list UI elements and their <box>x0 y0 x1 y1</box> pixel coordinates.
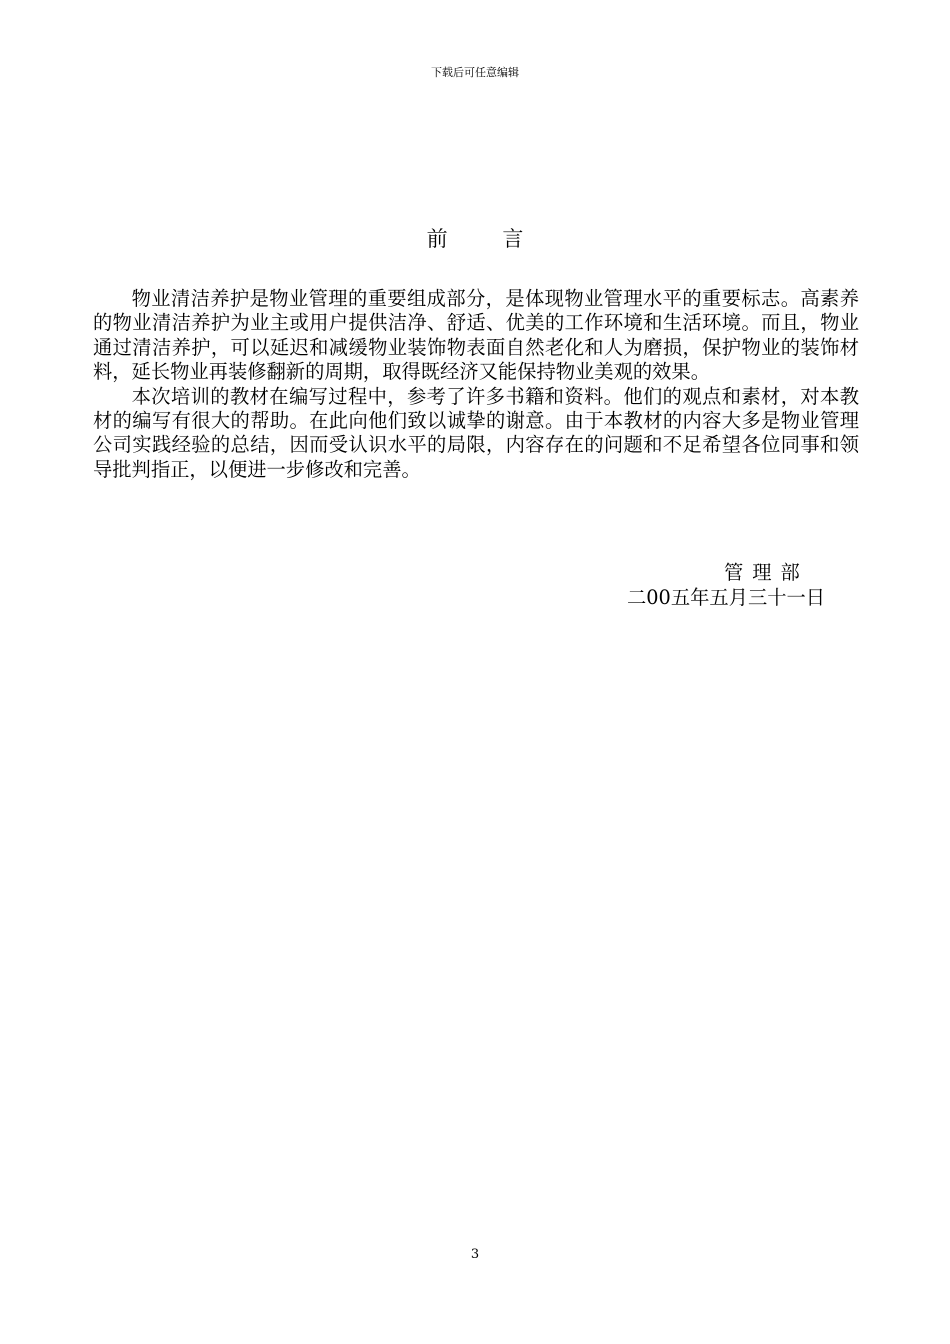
preface-paragraph-2: 本次培训的教材在编写过程中，参考了许多书籍和资料。他们的观点和素材，对本教材的编写有很大的帮助。在此向他们致以诚挚的谢意。由于本教材的内容大多是物业管理公司实践经验的总结，因而受认识水平的局限，内容存在的问题和不足希望各位同事和领导批判指正，以便进一步修改和完善。 <box>93 384 859 481</box>
page-title: 前 言 <box>426 227 548 251</box>
page-number: 3 <box>470 1247 480 1262</box>
header-note: 下载后可任意编辑 <box>431 66 519 79</box>
signature-department: 管理部 <box>724 561 809 584</box>
signature-date: 二00五年五月三十一日 <box>627 586 826 609</box>
preface-paragraph-1: 物业清洁养护是物业管理的重要组成部分，是体现物业管理水平的重要标志。高素养的物业清洁养护为业主或用户提供洁净、舒适、优美的工作环境和生活环境。而且，物业通过清洁养护，可以延迟和减缓物业装饰物表面自然老化和人为磨损，保护物业的装饰材料，延长物业再装修翻新的周期，取得既经济又能保持物业美观的效果。 <box>93 287 859 384</box>
preface-body <box>93 287 859 482</box>
